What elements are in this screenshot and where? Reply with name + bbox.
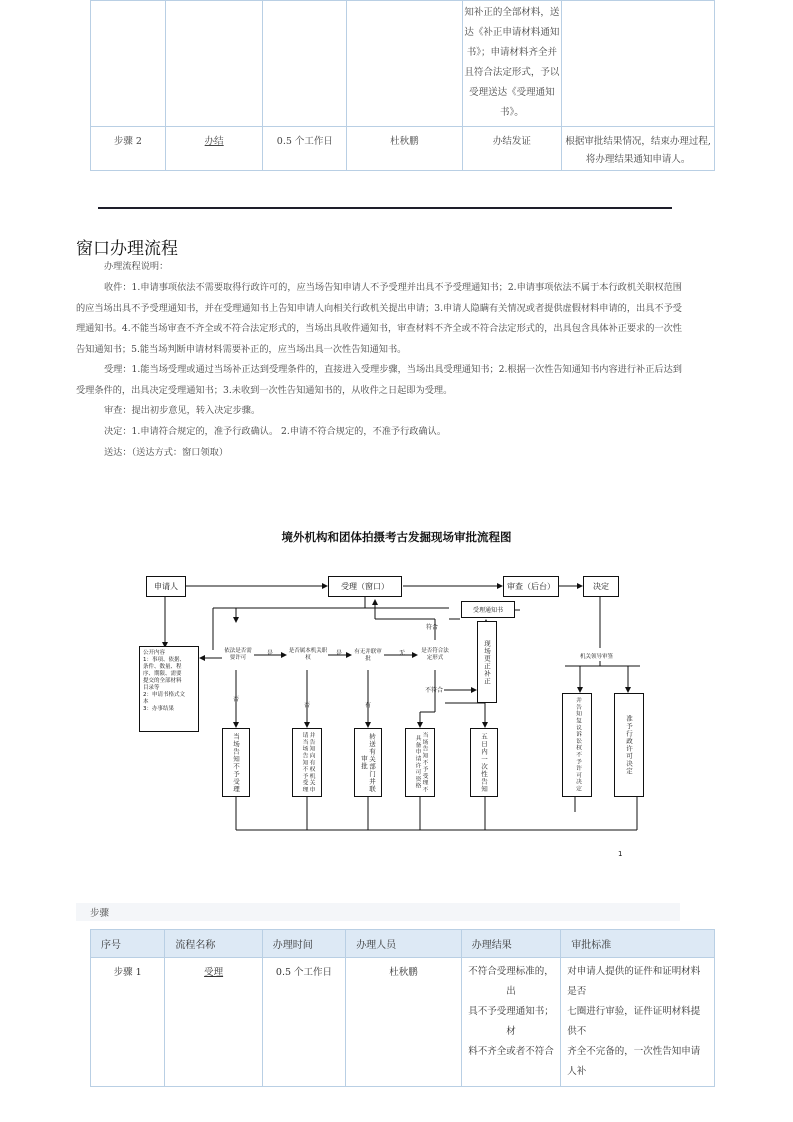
text-line: 将办理结果通知申请人。 [585,154,691,165]
result-cell: 办结发证 [462,127,562,171]
table-header-row [91,930,715,958]
step-name-link[interactable]: 办结 [204,136,224,147]
header-name: 流程名称 [165,930,262,958]
text-line: 且符合法定形式，予以 [464,67,560,78]
text-line: 2：申请书格式文 [143,692,185,698]
result-cell [461,958,560,1087]
no-label: 否 [304,702,311,709]
text-line: 齐全不完备的，一次性告知申请人补 [567,1046,701,1077]
text-line: 条件、数量、程 [143,664,182,670]
step-cell: 步骤 1 [91,958,165,1087]
outcome-not-accept: 当场告知不予受理 [222,728,250,797]
flowchart-title: 境外机构和团体拍摄考古发掘现场审批流程图 [281,530,512,544]
outcome-approve-decision: 准予行政许可决定 [614,693,644,797]
standard-cell [561,958,715,1087]
text-line: 序、期限、需要 [143,671,182,677]
text-line: 1：事项、依据、 [143,657,185,663]
text-line: 知补正的全部材料，送 [464,7,560,18]
conform-label: 符合 [426,624,439,631]
question-legal-form: 是否符合法定形式 [419,640,451,670]
text-line: 达《补正申请材料通知 [464,27,560,38]
on-site-correction-node: 现场更正补正 [477,621,497,703]
text-line: 料不齐全或者不符合 [468,1046,554,1057]
outcome-refer-authority: 并告知向有权机关申请当场告知不予受理 [292,728,322,797]
question-joint-approval: 有无并联审批 [353,644,383,668]
time-cell: 0.5 个工作日 [263,127,347,171]
yes-label: 是 [267,650,274,657]
public-content-box [139,646,199,732]
step-cell: 步骤 2 [91,127,166,171]
person-cell: 杜秋鹏 [346,958,462,1087]
paragraph-accept: 受理：1.能当场受理或通过当场补正达到受理条件的，直接进入受理步骤，当场出具受理通知书；2.根据一次性告知通知书内容进行补正后达到受理条件的，出具决定受理通知书；3.未收到一次性告知通知书的，从收件之日起即为受理。 [76,364,682,396]
section-intro: 办理流程说明： [104,261,169,272]
steps-table [90,929,715,1087]
text-line: 目录等 [143,685,160,691]
question-need-permit: 依法是否需要许可 [222,640,254,670]
accept-notice-node: 受理通知书 [461,601,515,618]
person-cell: 杜秋鹏 [347,127,462,171]
leader-review-label: 机关领导审签 [580,654,614,660]
header-time: 办理时间 [262,930,345,958]
time-cell: 0.5 个工作日 [262,958,345,1087]
has-label: 有 [365,702,372,709]
steps-label: 步骤 [76,903,680,921]
none-label: 无 [399,650,406,657]
text-line: 根据审批结果情况，结束办理过程, [565,136,711,147]
text-line: 书》；申请材料齐全并 [466,47,557,58]
step-name-link[interactable]: 受理 [204,967,224,978]
applicant-node: 申请人 [146,576,186,597]
paragraph-deliver: 送达：（送达方式：窗口领取） [104,447,229,458]
question-jurisdiction: 是否属本机关职权 [288,640,328,670]
paragraph-receive: 收件：1.申请事项依法不需要取得行政许可的，应当场告知申请人不予受理并出具不予受理通知书；2.申请事项依法不属于本行政机关职权范围的应当场出具不予受理通知书，并在受理通知书上告知申请人向相关行政机关提出申请；3.申请人隐瞒有关情况或者提供虚假材料申请的，出具不予受理通知书。4.不能当场审查不齐全或不符合法定形式的，当场出具收件通知书，审查材料不齐全或不符合法定形式的，出具包含具体补正要求的一次性告知通知书；5.能当场判断申请材料需要补正的，应当场出具一次性告知通知书。 [76,282,682,355]
text-line: 对申请人提供的证件和证明材料是否 [567,966,701,997]
header-result: 办理结果 [461,930,560,958]
paragraph-review: 审查：提出初步意见，转入决定步骤。 [104,405,261,416]
header-standard: 审批标准 [561,930,715,958]
not-conform-label: 不符合 [425,687,444,694]
text-line: 不符合受理标准的，出 [468,966,554,997]
text-line: 本 [143,699,149,705]
review-node: 审查（后台） [503,576,559,597]
text-line: 书》。 [499,107,524,118]
page-number: 1 [618,850,623,858]
decision-node: 决定 [583,576,619,597]
text-line: 具不予受理通知书；材 [468,1006,554,1037]
outcome-reject-decision: 并告知复议诉讼权不予许可决定 [562,693,592,797]
table-row [91,958,715,1087]
outcome-joint-approval: 转送有关部门并联审批 [354,728,382,797]
outcome-not-qualified: 当场告知不予受理不具备申请许可资格 [405,728,435,797]
header-index: 序号 [91,930,165,958]
outcome-one-time-notice: 五日内一次性告知 [470,728,498,797]
header-person: 办理人员 [346,930,462,958]
text-line: 公开内容 [143,650,166,656]
text-line: 受理送达《受理通知 [469,87,555,98]
accept-node: 受理（窗口） [328,576,402,597]
section-title: 窗口办理流程 [76,239,178,259]
text-line: 3：办事结果 [143,706,174,712]
text-line: 七圈进行审验，证件证明材料提供不 [567,1006,701,1037]
paragraph-decision: 决定：1.申请符合规定的，准予行政确认。 2.申请不符合规定的，不准予行政确认。 [104,426,447,437]
text-line: 提交的全部材料 [143,678,182,684]
no-label: 否 [233,696,240,703]
yes-label: 是 [336,650,343,657]
